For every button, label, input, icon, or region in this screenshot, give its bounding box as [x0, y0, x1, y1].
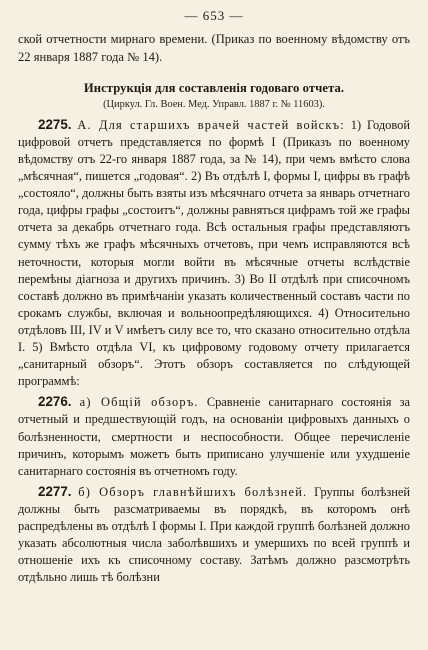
- article-text: 1) Годовой цифровой отчетъ представляется по формѣ I (Приказъ по военному вѣдомству отъ 22-го января 1887 года, за № 14), при чемъ вмѣсто слова „мѣсячная“, пишется „годовая“. 2) Въ отдѣлѣ I, формы I, цифры въ графѣ „состояло“, должны быть взяты изъ мѣсячнаго отчета за январь отчетнаго года, цифры графы „состоитъ“, должны равняться цифрамъ той же графы отчета за декабрь отчетнаго года. Всѣ остальныя графы представляютъ сумму тѣхъ же графъ мѣсячныхъ отчетовъ, при чемъ исправляются всѣ неточности, которыя могли войти въ мѣсячные отчеты вслѣдствіе перемѣны діагноза и другихъ причинъ. 3) Во II отдѣлѣ при списочномъ составѣ должно въ примѣчаніи указать количественный составъ части по срокамъ службы, включая и вольноопредѣляющихся. 4) Относительно отдѣловъ III, IV и V имѣетъ силу все то, что сказано относительно отдѣла I. 5) Вмѣсто отдѣла VI, къ цифровому годовому отчету прилагается „санитарный обзоръ“. Этотъ обзоръ составляется по слѣдующей программѣ:: [18, 117, 410, 389]
- circular-reference: (Циркул. Гл. Воен. Мед. Управл. 1887 г. № 11603).: [103, 98, 325, 110]
- intro-paragraph: ской отчетности мирнаго времени. (Приказ по военному вѣдомству отъ 22 января 1887 года № 14).: [18, 32, 410, 65]
- article-number: 2277.: [38, 483, 72, 499]
- section-title: Инструкція для составленія годоваго отчета.: [83, 80, 345, 95]
- article-text: Группы болѣзней должны быть разсматриваемы въ порядкѣ, въ которомъ онѣ распредѣлены въ отдѣлѣ I формы I. При каждой группѣ болѣзней должно указать абсолютныя числа заболѣвшихъ и умершихъ по всей группѣ и отношеніе ихъ къ списочному составу. Затѣмъ должно разсмотрѣть отдѣльно лишь тѣ болѣзни: [18, 484, 410, 585]
- article-number: 2276.: [38, 394, 72, 410]
- article-2276: [18, 393, 410, 479]
- article-number: 2275.: [38, 116, 72, 132]
- page-number: — 653 —: [184, 8, 244, 23]
- article-2277: [18, 483, 410, 587]
- article-heading: А. Для старшихъ врачей частей войскъ:: [77, 117, 345, 132]
- article-text: Сравненіе санитарнаго состоянія за отчетный и предшествующій годъ, на основаніи цифровыхъ данныхъ о болѣзненности, смертности и неспособности. Общее перечисленіе причинъ, которымъ можетъ быть приписано улучшеніе или ухудшеніе санитарнаго состоянія въ отчетномъ году.: [18, 395, 410, 478]
- article-2275: [18, 116, 410, 391]
- article-heading: а) Общій обзоръ.: [79, 395, 199, 410]
- article-heading: б) Обзоръ главнѣйшихъ болѣзней.: [78, 484, 308, 499]
